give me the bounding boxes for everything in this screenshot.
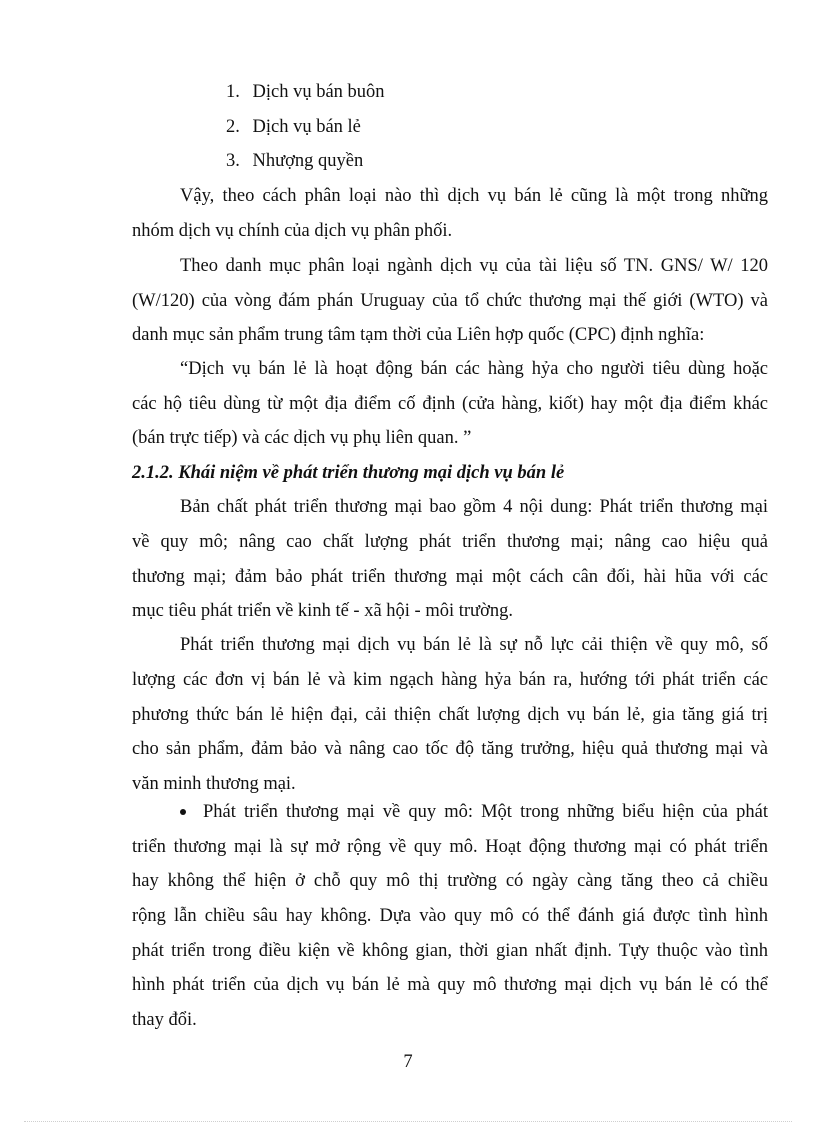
paragraph-line: danh mục sản phẩm trung tâm tạm thời của Liên hợp quốc (CPC) định nghĩa: (132, 325, 705, 345)
list-text: Dịch vụ bán buôn (252, 82, 385, 102)
paragraph-line: lượng các đơn vị bán lẻ và kim ngạch hàng hỷa bán ra, hướng tới phát triển các (132, 670, 768, 690)
bullet-line: triển thương mại là sự mở rộng về quy mô. Hoạt động thương mại có phát triển (132, 837, 768, 857)
list-number: 1. (226, 82, 240, 102)
list-item (226, 115, 361, 139)
list-text: Dịch vụ bán lẻ (252, 117, 361, 137)
quote-line: các hộ tiêu dùng từ một địa điểm cố định (cửa hàng, kiốt) hay một địa điểm khác (132, 394, 768, 414)
bullet-line: thay đổi. (132, 1010, 197, 1030)
page-bottom-border (24, 1121, 792, 1122)
bullet-line: rộng lẫn chiều sâu hay không. Dựa vào quy mô có thể đánh giá được tình hình (132, 906, 768, 926)
paragraph-line: Vậy, theo cách phân loại nào thì dịch vụ bán lẻ cũng là một trong những (180, 186, 768, 206)
paragraph-line: Bản chất phát triển thương mại bao gồm 4 nội dung: Phát triển thương mại (180, 497, 768, 517)
paragraph-line: văn minh thương mại. (132, 774, 296, 794)
paragraph-line: cho sản phẩm, đảm bảo và nâng cao tốc độ tăng trưởng, hiệu quả thương mại và (132, 739, 768, 759)
paragraph-line: (W/120) của vòng đám phán Uruguay của tổ chức thương mại thế giới (WTO) và (132, 291, 768, 311)
list-number: 3. (226, 151, 240, 171)
list-item (226, 80, 385, 104)
paragraph-line: phương thức bán lẻ hiện đại, cải thiện chất lượng dịch vụ bán lẻ, gia tăng giá trị (132, 705, 768, 725)
bullet-line: hay không thể hiện ở chỗ quy mô thị trường có ngày càng tăng theo cả chiều (132, 871, 768, 891)
paragraph-line: thương mại; đảm bảo phát triển thương mại một cách cân đối, hài hũa với các (132, 567, 768, 587)
page-number: 7 (403, 1052, 413, 1072)
paragraph-line: Theo danh mục phân loại ngành dịch vụ của tài liệu số TN. GNS/ W/ 120 (180, 256, 768, 276)
section-heading: 2.1.2. Khái niệm về phát triển thương mại dịch vụ bán lẻ (132, 463, 565, 483)
paragraph-line: mục tiêu phát triển về kinh tế - xã hội - môi trường. (132, 601, 513, 621)
bullet-line: phát triển trong điều kiện về không gian, thời gian nhất định. Tựy thuộc vào tình (132, 941, 768, 961)
paragraph-line: về quy mô; nâng cao chất lượng phát triển thương mại; nâng cao hiệu quả (132, 532, 768, 552)
quote-line: (bán trực tiếp) và các dịch vụ phụ liên quan. ” (132, 428, 472, 448)
list-number: 2. (226, 117, 240, 137)
paragraph-line: Phát triển thương mại dịch vụ bán lẻ là sự nỗ lực cải thiện về quy mô, số (180, 635, 768, 655)
paragraph-line: nhóm dịch vụ chính của dịch vụ phân phối. (132, 221, 453, 241)
quote-line: “Dịch vụ bán lẻ là hoạt động bán các hàng hỷa cho người tiêu dùng hoặc (180, 359, 768, 379)
bullet-line: Phát triển thương mại về quy mô: Một trong những biểu hiện của phát (203, 802, 768, 822)
bullet-line: hình phát triển của dịch vụ bán lẻ mà quy mô thương mại dịch vụ bán lẻ có thể (132, 975, 768, 995)
list-text: Nhượng quyền (252, 151, 364, 171)
bullet-icon (180, 809, 186, 815)
list-item (226, 149, 363, 173)
